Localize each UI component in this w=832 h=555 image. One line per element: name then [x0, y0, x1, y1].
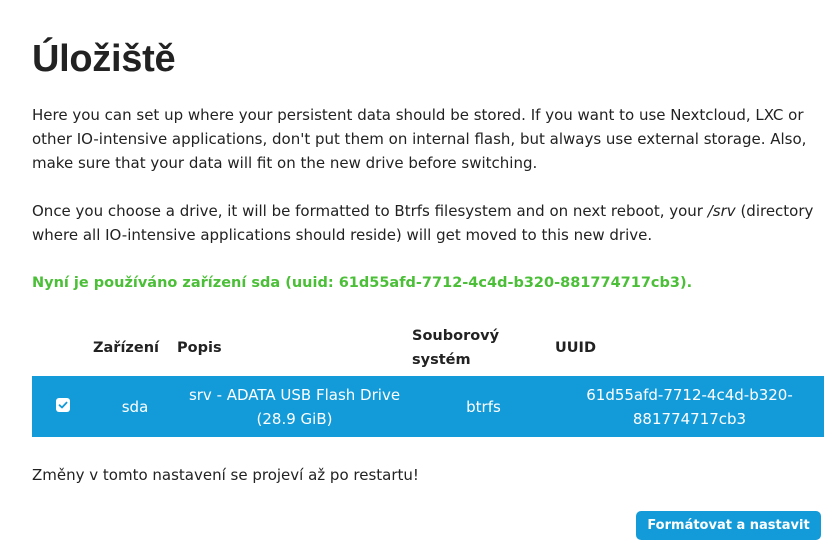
header-description: Popis — [177, 340, 222, 356]
row-select-cell[interactable] — [32, 376, 93, 437]
checkbox-checked-icon[interactable] — [56, 398, 70, 412]
format-info-text-2: (directory where all IO-intensive applications should reside) will get moved to this new drive. — [32, 202, 814, 244]
cell-description: srv - ADATA USB Flash Drive (28.9 GiB) — [177, 376, 412, 437]
format-info-paragraph — [32, 199, 822, 247]
header-filesystem: Souborový systém — [412, 328, 500, 368]
header-uuid: UUID — [555, 340, 596, 356]
cell-filesystem: btrfs — [412, 376, 555, 437]
drives-table — [32, 320, 824, 437]
page-title: Úložiště — [32, 38, 176, 80]
restart-note: Změny v tomto nastavení se projeví až po restartu! — [32, 466, 419, 484]
cell-device: sda — [93, 376, 177, 437]
table-header-row — [32, 320, 824, 376]
current-device-status: Nyní je používáno zařízení sda (uuid: 61d55afd-7712-4c4d-b320-881774717cb3). — [32, 275, 693, 291]
intro-paragraph: Here you can set up where your persistent data should be stored. If you want to use Nextcloud, LXC or other IO-intensive applications, don't put them on internal flash, but always use external storage. Also, make sure that your data will fit on the new drive before switching. — [32, 106, 807, 172]
format-and-setup-button[interactable]: Formátovat a nastavit — [636, 511, 821, 540]
header-device: Zařízení — [93, 340, 159, 356]
srv-path: /srv — [707, 202, 736, 220]
header-select — [32, 320, 93, 376]
format-info-text-1: Once you choose a drive, it will be formatted to Btrfs filesystem and on next reboot, your — [32, 202, 708, 220]
cell-uuid: 61d55afd-7712-4c4d-b320-881774717cb3 — [555, 376, 824, 437]
table-row[interactable] — [32, 376, 824, 437]
